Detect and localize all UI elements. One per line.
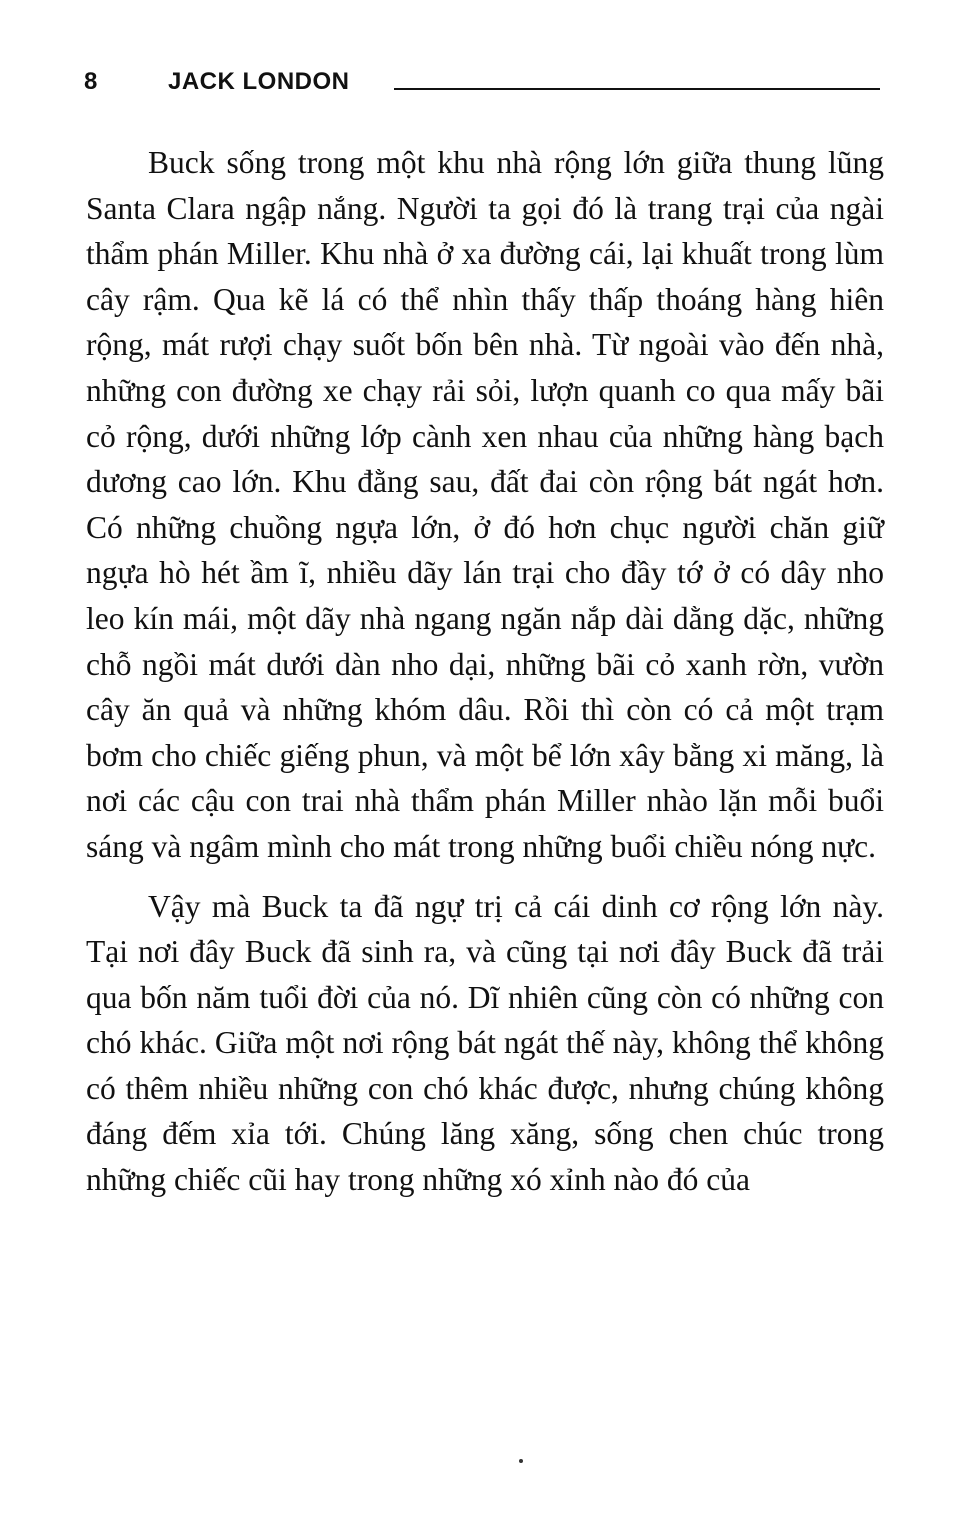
header-rule (394, 88, 880, 90)
paragraph-1: Buck sống trong một khu nhà rộng lớn giữa thung lũng Santa Clara ngập nắng. Người ta gọi đó là trang trại của ngài thẩm phán Miller. Khu nhà ở xa đường cái, lại khuất trong lùm cây rậm. Qua kẽ lá có thể nhìn thấy thấp thoáng hàng hiên rộng, mát rượi chạy suốt bốn bên nhà. Từ ngoài vào đến nhà, những con đường xe chạy rải sỏi, lượn quanh co qua mấy bãi cỏ rộng, dưới những lớp cành xen nhau của những hàng bạch dương cao lớn. Khu đằng sau, đất đai còn rộng bát ngát hơn. Có những chuồng ngựa lớn, ở đó hơn chục người chăn giữ ngựa hò hét ầm ĩ, nhiều dãy lán trại cho đầy tớ ở có dây nho leo kín mái, một dãy nhà ngang ngăn nắp dài dằng dặc, những chỗ ngồi mát dưới dàn nho dại, những bãi cỏ xanh rờn, vườn cây ăn quả và những khóm dâu. Rồi thì còn có cả một trạm bơm cho chiếc giếng phun, và một bể lớn xây bằng xi măng, là nơi các cậu con trai nhà thẩm phán Miller nhào lặn mỗi buổi sáng và ngâm mình cho mát trong những buổi chiều nóng nực. (86, 145, 884, 864)
running-header-author: JACK LONDON (168, 68, 350, 95)
body-text (86, 140, 884, 1203)
page-number: 8 (84, 68, 98, 95)
running-header (84, 64, 884, 100)
print-speck (519, 1459, 523, 1463)
paragraph-2: Vậy mà Buck ta đã ngự trị cả cái dinh cơ rộng lớn này. Tại nơi đây Buck đã sinh ra, và cũng tại nơi đây Buck đã trải qua bốn năm tuổi đời của nó. Dĩ nhiên cũng còn có những con chó khác. Giữa một nơi rộng bát ngát thế này, không thể không có thêm nhiều những con chó khác được, nhưng chúng không đáng đếm xỉa tới. Chúng lăng xăng, sống chen chúc trong những chiếc cũi hay trong những xó xỉnh nào đó của (86, 888, 884, 1198)
